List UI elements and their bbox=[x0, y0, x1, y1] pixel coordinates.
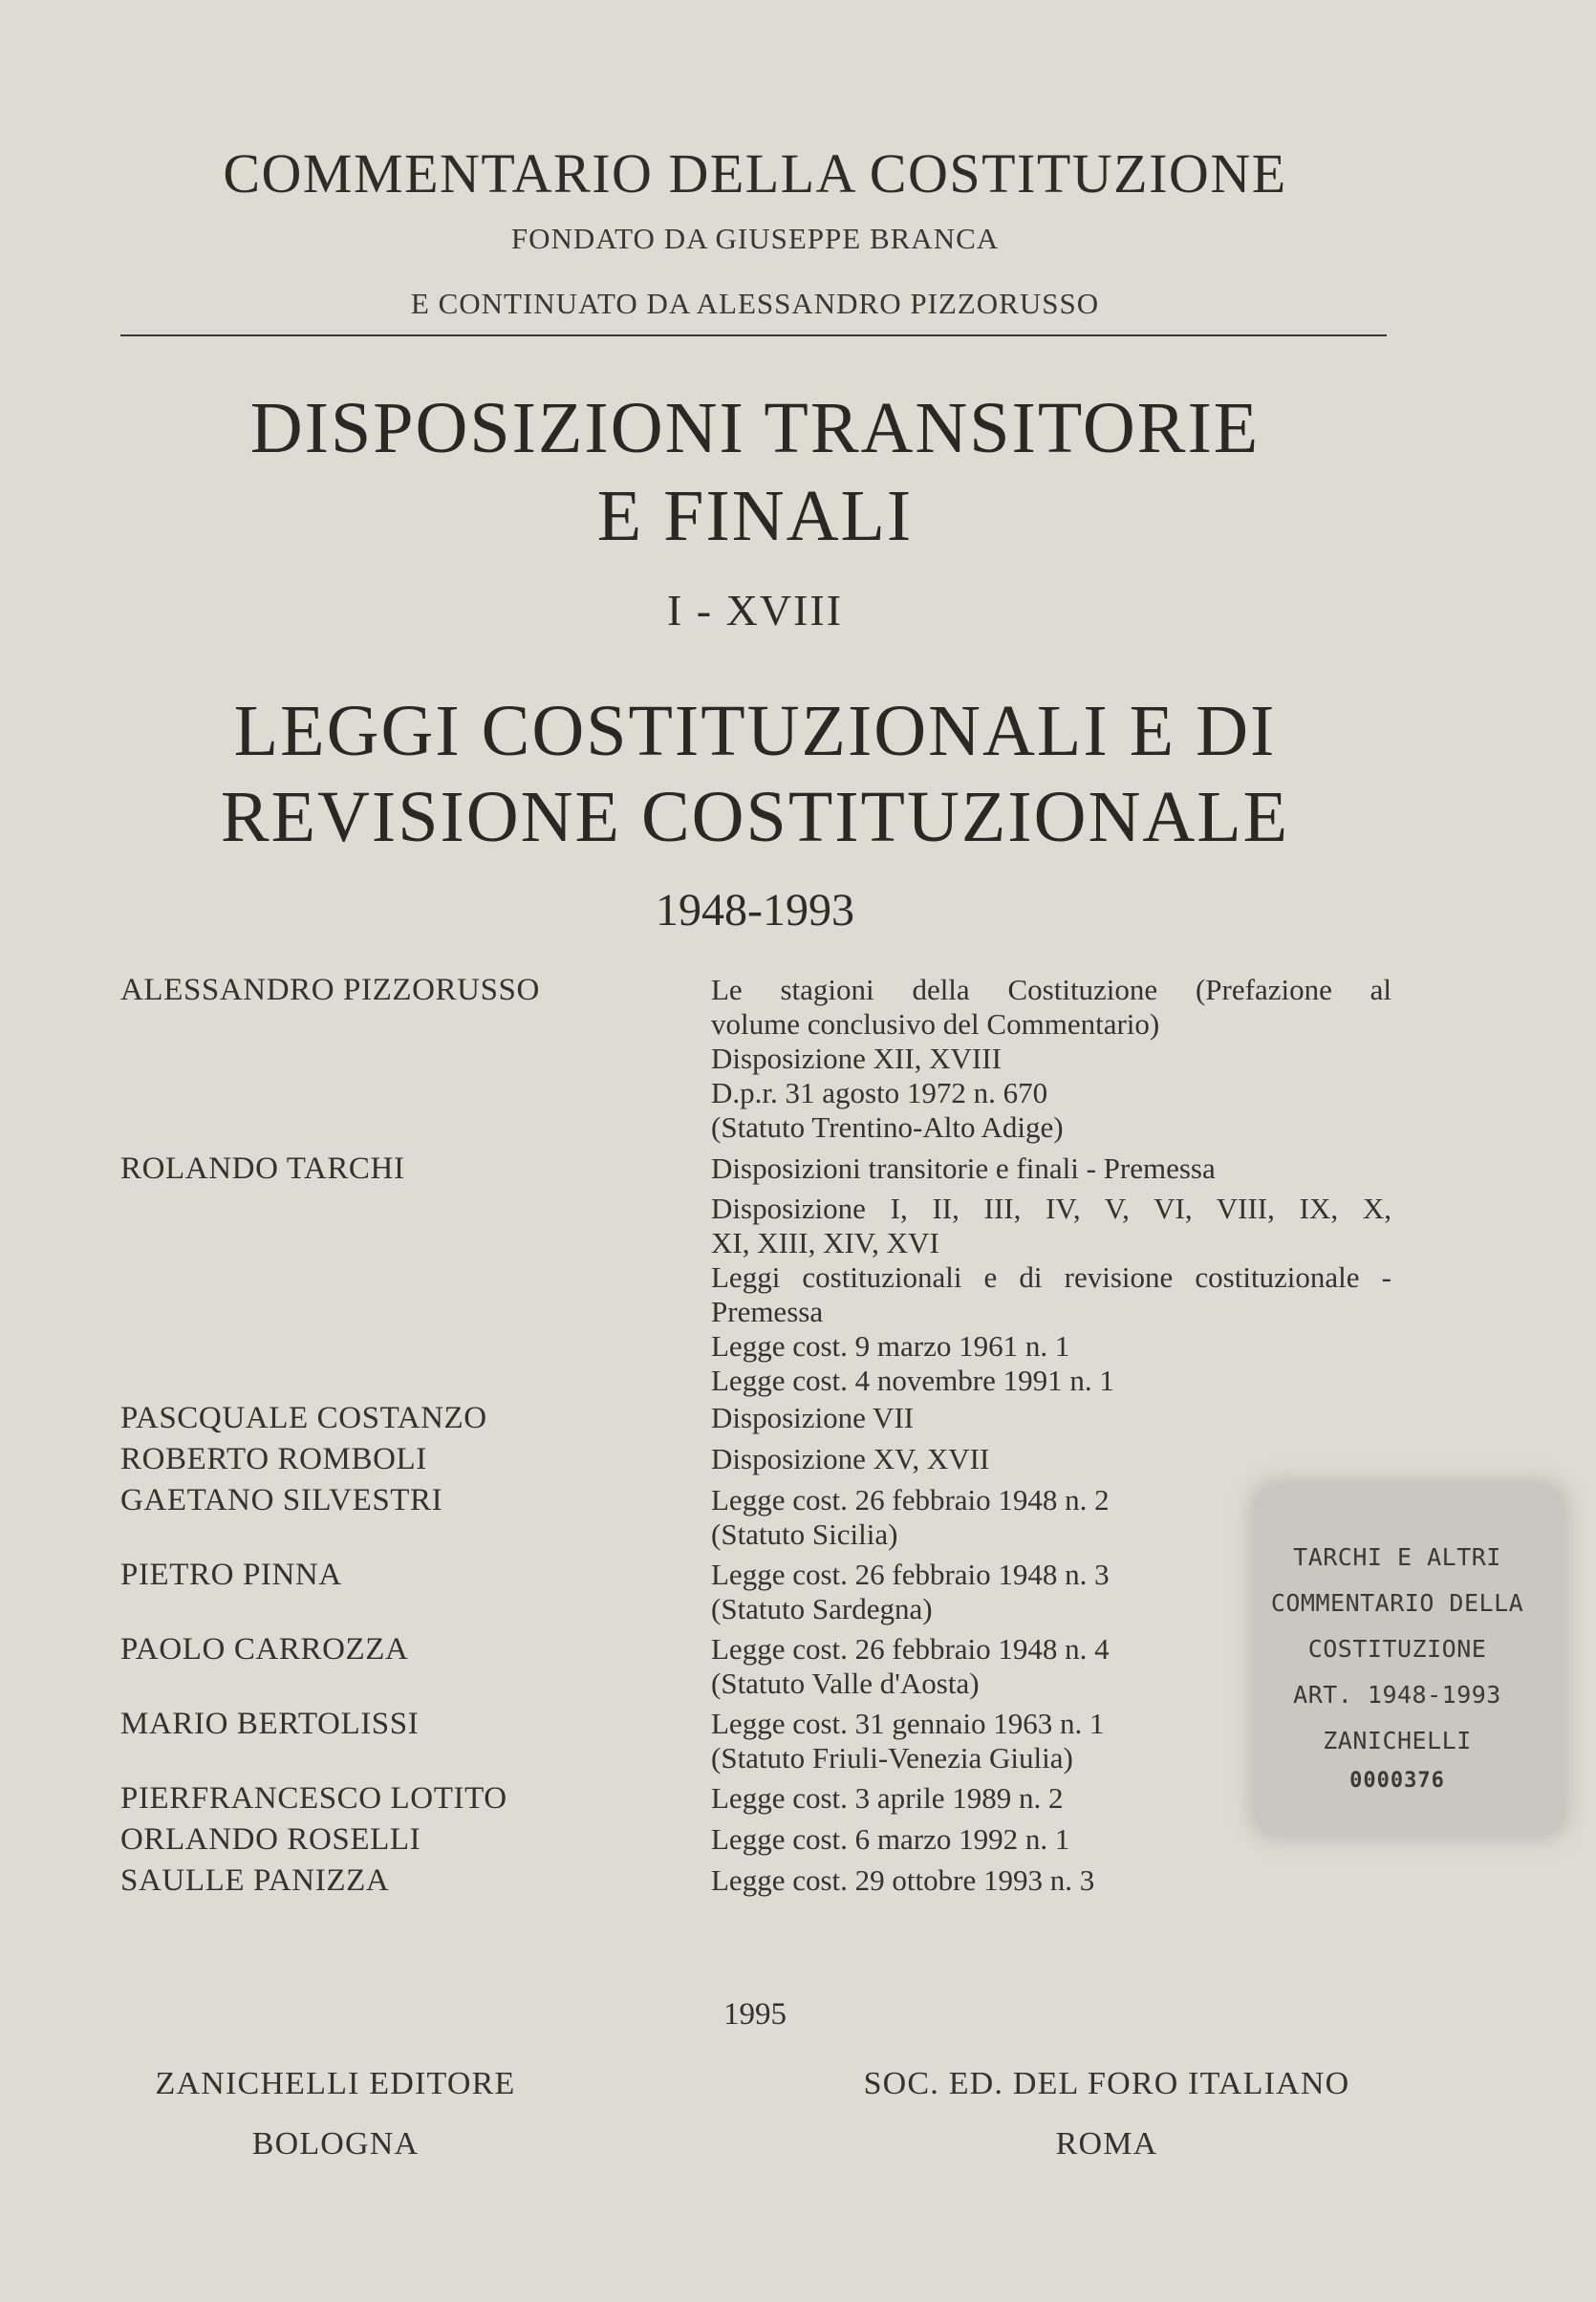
stamp-line: TARCHI E ALTRI bbox=[1293, 1543, 1501, 1571]
work-line: Disposizione XV, XVII bbox=[711, 1442, 990, 1475]
stamp-line: COSTITUZIONE bbox=[1307, 1635, 1487, 1663]
work-line: (Statuto Sicilia) bbox=[711, 1517, 898, 1551]
work-line: Legge cost. 9 marzo 1961 n. 1 bbox=[711, 1329, 1070, 1363]
work-line: Disposizione XII, XVIII bbox=[711, 1042, 1002, 1075]
work-line: (Statuto Friuli-Venezia Giulia) bbox=[711, 1741, 1073, 1775]
volume-years: 1948-1993 bbox=[656, 885, 854, 936]
volume-title-line-2: E FINALI bbox=[596, 476, 914, 556]
contributor-author: PIETRO PINNA bbox=[120, 1558, 342, 1592]
publisher-right: SOC. ED. DEL FORO ITALIANO bbox=[863, 2066, 1350, 2101]
work-line: Disposizione I, II, III, IV, V, VI, VIII, IX, X, bbox=[711, 1192, 1391, 1225]
work-line: XI, XIII, XIV, XVI bbox=[711, 1226, 939, 1259]
contributor-works bbox=[711, 1442, 1391, 1476]
library-stamp bbox=[1254, 1484, 1564, 1836]
work-line: (Statuto Trentino-Alto Adige) bbox=[711, 1110, 1064, 1144]
volume-range: I - XVIII bbox=[666, 586, 844, 635]
continuer-line: E CONTINUATO DA ALESSANDRO PIZZORUSSO bbox=[410, 287, 1100, 320]
stamp-line: ZANICHELLI bbox=[1323, 1727, 1472, 1754]
contributor-author: ROBERTO ROMBOLI bbox=[120, 1442, 427, 1476]
contributor-author: MARIO BERTOLISSI bbox=[120, 1707, 420, 1741]
work-line: Le stagioni della Costituzione (Prefazione al bbox=[711, 973, 1391, 1006]
work-line: Legge cost. 6 marzo 1992 n. 1 bbox=[711, 1822, 1070, 1856]
work-line: Leggi costituzionali e di revisione costituzionale - bbox=[711, 1260, 1391, 1294]
founder-line: FONDATO DA GIUSEPPE BRANCA bbox=[510, 222, 1000, 255]
contributor-author: ALESSANDRO PIZZORUSSO bbox=[120, 973, 540, 1007]
work-line: (Statuto Valle d'Aosta) bbox=[711, 1667, 980, 1700]
work-line: Legge cost. 3 aprile 1989 n. 2 bbox=[711, 1781, 1064, 1815]
work-line: Legge cost. 29 ottobre 1993 n. 3 bbox=[711, 1863, 1095, 1897]
volume-title-line-4: REVISIONE COSTITUZIONALE bbox=[220, 777, 1290, 857]
work-line: (Statuto Sardegna) bbox=[711, 1592, 933, 1625]
volume-title-line-1: DISPOSIZIONI TRANSITORIE bbox=[249, 388, 1261, 468]
work-line: Legge cost. 26 febbraio 1948 n. 4 bbox=[711, 1632, 1110, 1666]
city-right: ROMA bbox=[1055, 2126, 1158, 2162]
contributor-author: ORLANDO ROSELLI bbox=[120, 1822, 421, 1857]
work-line: Legge cost. 4 novembre 1991 n. 1 bbox=[711, 1364, 1114, 1397]
contributor-author: GAETANO SILVESTRI bbox=[120, 1483, 443, 1517]
contributor-author: ROLANDO TARCHI bbox=[120, 1151, 405, 1186]
contributor-author: PIERFRANCESCO LOTITO bbox=[120, 1781, 507, 1816]
work-line: Disposizione VII bbox=[711, 1401, 915, 1434]
publisher-left: ZANICHELLI EDITORE bbox=[155, 2066, 516, 2101]
work-line: Legge cost. 26 febbraio 1948 n. 2 bbox=[711, 1483, 1110, 1517]
work-line: D.p.r. 31 agosto 1972 n. 670 bbox=[711, 1076, 1048, 1109]
publication-year: 1995 bbox=[723, 1997, 787, 2032]
volume-title-line-3: LEGGI COSTITUZIONALI E DI bbox=[233, 691, 1277, 771]
contributor-author: PASCQUALE COSTANZO bbox=[120, 1401, 487, 1435]
contributor-works bbox=[711, 1151, 1391, 1398]
contributor-works bbox=[711, 973, 1391, 1145]
stamp-line: COMMENTARIO DELLA bbox=[1270, 1589, 1524, 1617]
contributor-author: SAULLE PANIZZA bbox=[120, 1863, 390, 1898]
stamp-code: 0000376 bbox=[1349, 1769, 1445, 1793]
contributor-author: PAOLO CARROZZA bbox=[120, 1632, 409, 1667]
work-line: Disposizioni transitorie e finali - Premessa bbox=[711, 1151, 1216, 1185]
header-divider bbox=[120, 334, 1387, 336]
work-line: Legge cost. 31 gennaio 1963 n. 1 bbox=[711, 1707, 1105, 1740]
city-left: BOLOGNA bbox=[251, 2126, 420, 2162]
contributor-works bbox=[711, 1401, 1391, 1435]
work-line: Legge cost. 26 febbraio 1948 n. 3 bbox=[711, 1558, 1110, 1591]
series-title: COMMENTARIO DELLA COSTITUZIONE bbox=[223, 142, 1287, 204]
work-line: volume conclusivo del Commentario) bbox=[711, 1007, 1160, 1041]
contributor-works bbox=[711, 1863, 1391, 1898]
stamp-line: ART. 1948-1993 bbox=[1293, 1681, 1501, 1709]
work-line: Premessa bbox=[711, 1295, 824, 1328]
